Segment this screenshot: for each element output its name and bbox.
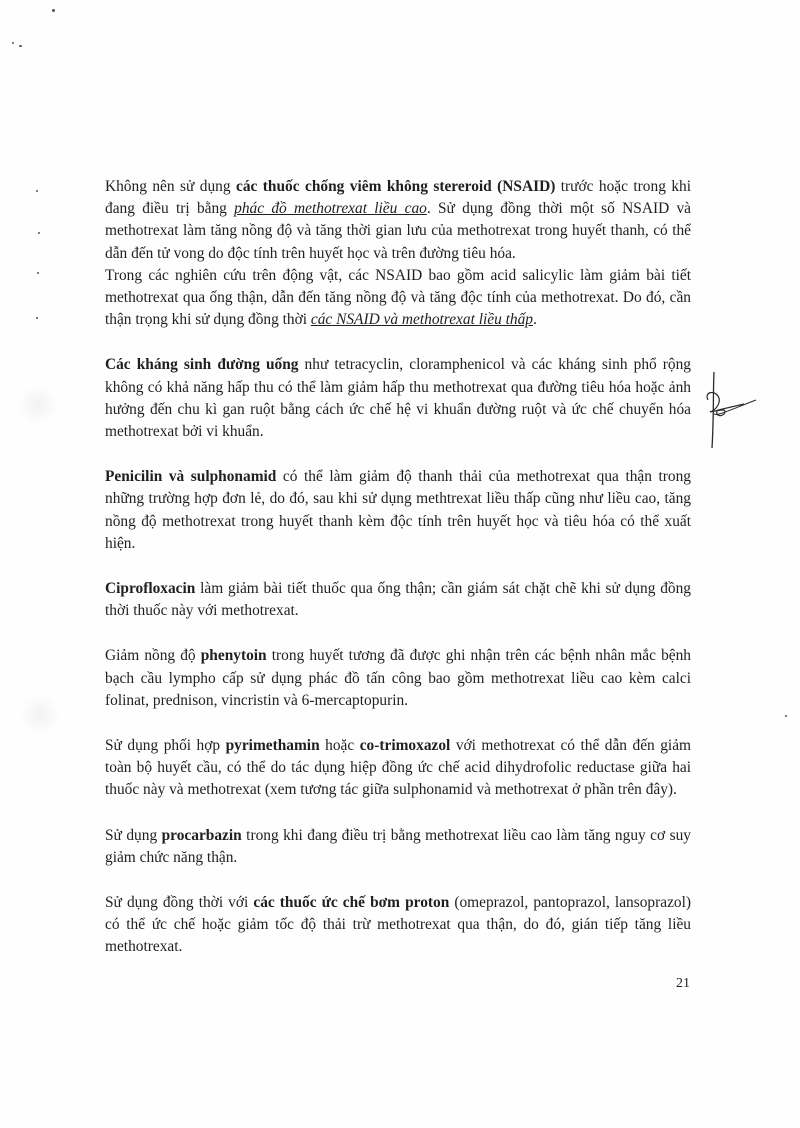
bold-term: Ciprofloxacin <box>105 580 196 598</box>
paragraph <box>105 825 691 869</box>
paragraph <box>105 735 691 802</box>
handwritten-initials-mark <box>700 370 760 450</box>
text-run: làm giảm bài tiết thuốc qua ống thận; cần giám sát chặt chẽ khi sử dụng đồng thời thuốc này với methotrexat. <box>105 580 691 620</box>
text-run: Giảm nồng độ <box>105 647 201 665</box>
paragraph <box>105 466 691 555</box>
cross-reference: phác đồ methotrexat liều cao <box>234 200 427 218</box>
text-run: như tetracyclin, cloramphenicol và các kháng sinh phổ rộng không có khả năng hấp thu có thể làm giảm hấp thu methotrexat qua đường tiêu hóa hoặc ảnh hưởng đến chu kì gan ruột bằng cách ức chế hệ vi khuẩn đường ruột và ức chế chuyển hóa methotrexat bởi vi khuẩn. <box>105 356 691 441</box>
paragraph <box>105 892 691 959</box>
scan-dot <box>19 45 22 47</box>
text-run: trong khi đang điều trị bằng methotrexat liều cao làm tăng nguy cơ suy giảm chức năng thận. <box>105 826 691 866</box>
bold-term: pyrimethamin <box>225 737 320 755</box>
paragraph <box>105 354 691 443</box>
text-run: hoặc <box>319 737 360 755</box>
punch-hole-shadow <box>18 385 58 425</box>
scan-dot <box>52 9 55 12</box>
scan-dot <box>36 317 38 319</box>
bold-term: Penicilin và sulphonamid <box>105 468 277 486</box>
text-run: trong huyết tương đã được ghi nhận trên các bệnh nhân mắc bệnh bạch cầu lympho cấp sử dụng phác đồ tấn công bao gồm methotrexat liều cao kèm calci folinat, prednison, vincristin và 6-mercaptopurin. <box>105 647 691 709</box>
text-run: Sử dụng phối hợp <box>105 737 226 755</box>
text-run: Sử dụng đồng thời với <box>105 894 254 912</box>
text-run: có thể làm giảm độ thanh thải của methotrexat qua thận trong những trường hợp đơn lẻ, do đó, sau khi sử dụng methtrexat liều thấp cũng như liều cao, tăng nồng độ methotrexat trong huyết thanh kèm độc tính trên huyết học và tiêu hóa có thể xuất hiện. <box>105 468 691 552</box>
paragraph <box>105 265 691 332</box>
text-run: Trong các nghiên cứu trên động vật, các NSAID bao gồm acid salicylic làm giảm bài tiết methotrexat qua ống thận, dẫn đến tăng nồng độ và tăng độc tính của methotrexat. Do đó, cần thận trọng khi sử dụng đồng thời <box>105 266 691 329</box>
text-run: Sử dụng <box>105 826 162 844</box>
page-number: 21 <box>676 976 690 991</box>
bold-term: procarbazin <box>161 826 242 844</box>
paragraph <box>105 578 691 622</box>
cross-reference: các NSAID và methotrexat liều thấp <box>310 311 533 329</box>
text-run: với methotrexat có thể dẫn đến giảm toàn bộ huyết cầu, có thể do tác dụng hiệp đồng ức chế acid dihydrofolic reductase giữa hai thuốc này và methotrexat (xem tương tác giữa sulphonamid và methotrexat ở phần trên đây). <box>105 737 691 799</box>
document-body <box>105 176 691 982</box>
scan-dot <box>38 232 40 234</box>
paragraph <box>105 176 691 265</box>
text-run: . Sử dụng đồng thời một số NSAID và methotrexat làm tăng nồng độ và tăng thời gian lưu của methotrexat trong huyết thanh, có thể dẫn đến tử vong do độc tính trên huyết học và trên đường tiêu hóa. <box>105 200 691 262</box>
text-run: trước hoặc trong khi đang điều trị bằng <box>105 178 691 218</box>
scan-dot <box>785 715 787 717</box>
paragraph <box>105 645 691 712</box>
text-run: Không nên sử dụng <box>105 178 236 195</box>
bold-term: phenytoin <box>200 647 267 665</box>
bold-term: co-trimoxazol <box>359 737 451 755</box>
bold-term: Các kháng sinh đường uống <box>105 356 299 374</box>
scan-dot <box>12 42 14 44</box>
punch-hole-shadow <box>20 695 60 735</box>
bold-term: các thuốc chống viêm không stereroid (NSAID) <box>235 178 556 195</box>
text-run: . <box>532 311 537 329</box>
bold-term: các thuốc ức chế bơm proton <box>253 894 450 912</box>
text-run: (omeprazol, pantoprazol, lansoprazol) có thể ức chế hoặc giảm tốc độ thải trừ methotrexat qua thận, do đó, gián tiếp tăng liều methotrexat. <box>105 894 691 956</box>
scan-dot <box>36 190 38 192</box>
scan-dot <box>37 272 39 274</box>
